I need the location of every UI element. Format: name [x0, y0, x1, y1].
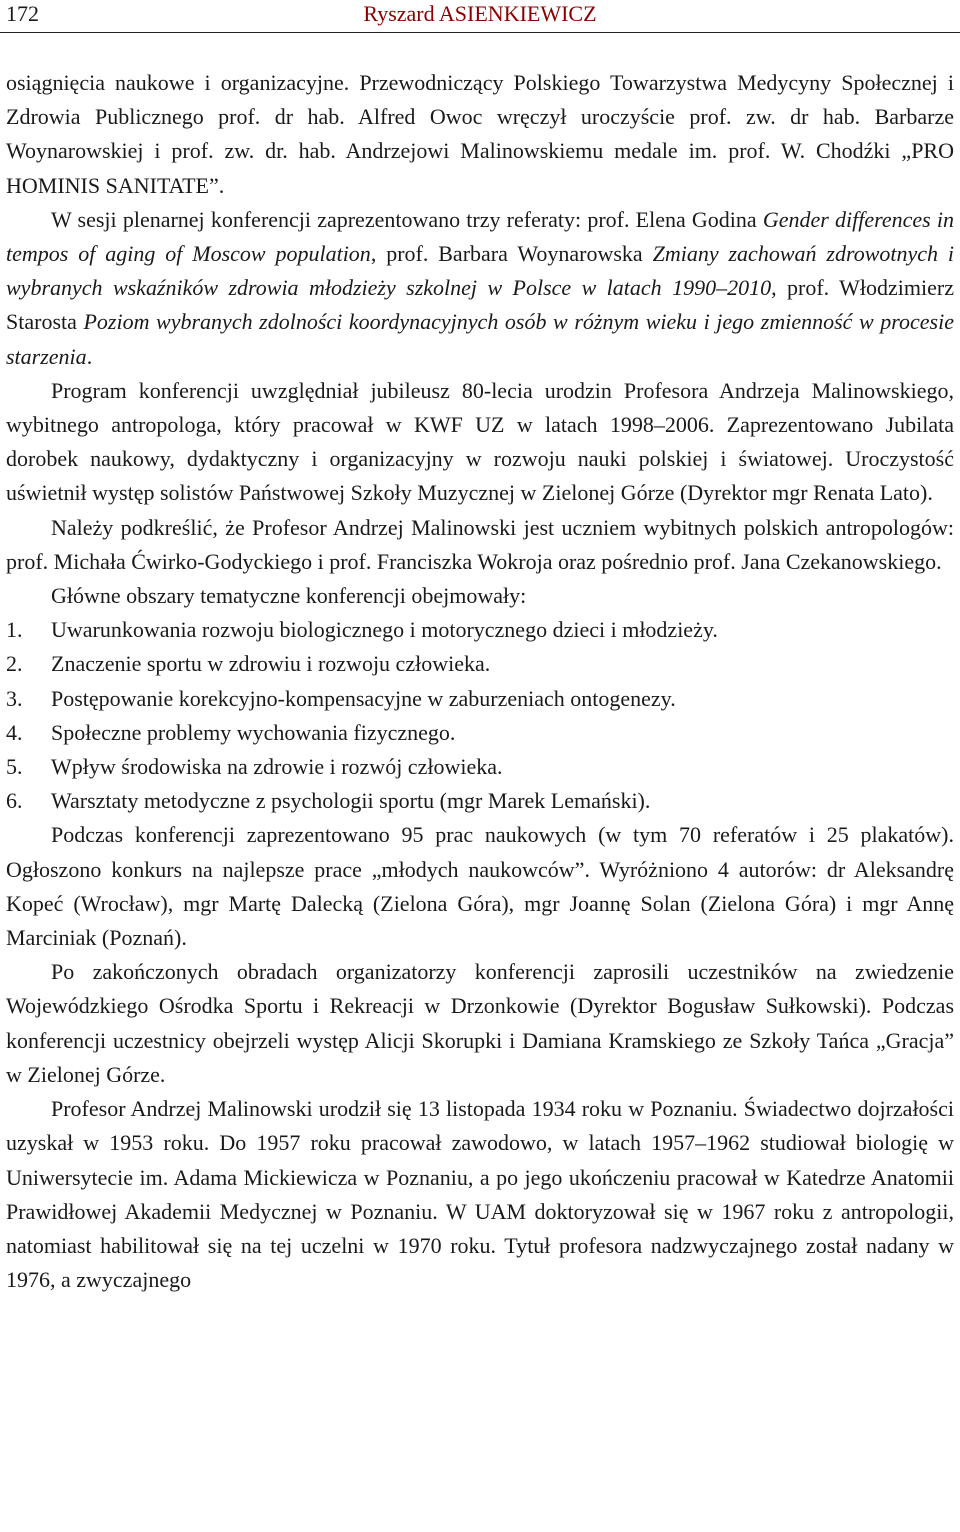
list-item-text: Znaczenie sportu w zdrowiu i rozwoju człowieka.: [51, 651, 491, 677]
list-item-text: Uwarunkowania rozwoju biologicznego i motorycznego dzieci i młodzieży.: [51, 617, 718, 643]
paragraph-mentors: [6, 511, 954, 579]
list-item-text: Postępowanie korekcyjno-kompensacyjne w zaburzeniach ontogenezy.: [51, 685, 676, 711]
paragraph-biography: [6, 1092, 954, 1297]
list-item-number: 6.: [6, 788, 23, 814]
paragraph-papers-contest: [6, 818, 954, 955]
list-item: [6, 682, 954, 716]
header-rule: [0, 32, 960, 33]
topics-list: [6, 613, 954, 818]
paragraph-excursion-text: Po zakończonych obradach organizatorzy konferencji zaprosili uczestników na zwiedzenie Wojewódzkiego Ośrodka Sportu i Rekreacji w Drzonkowie (Dyrektor Bogusław Sułkowski). Podczas konferencji uczestnicy obejrzeli występ Alicji Skorupki i Damiana Kramskiego ze Szkoły Tańca „Gracja” w Zielonej Górze.: [6, 959, 954, 1087]
page-number: 172: [6, 1, 39, 26]
plenary-text-3: , prof. Włodzimierz Starosta: [6, 275, 954, 335]
list-item: [6, 647, 954, 681]
list-item: [6, 750, 954, 784]
list-item-text: Warsztaty metodyczne z psychologii sportu (mgr Marek Lemański).: [51, 788, 651, 814]
lecture-title-godina: Gender differences in tempos of aging of Moscow population: [6, 206, 955, 267]
list-item-number: 5.: [6, 754, 23, 780]
plenary-text-2: , prof. Barbara Woynarowska: [370, 241, 653, 267]
list-item-number: 1.: [6, 617, 23, 643]
list-item-number: 3.: [6, 685, 23, 711]
running-head: Ryszard ASIENKIEWICZ: [363, 1, 597, 26]
lecture-title-starosta: Poziom wybranych zdolności koordynacyjnych osób w różnym wieku i jego zmienność w procesie starzenia: [6, 309, 954, 369]
paragraph-jubilee-text: Program konferencji uwzględniał jubileusz 80-lecia urodzin Profesora Andrzeja Malinowskiego, wybitnego antropologa, który pracował w KWF UZ w latach 1998–2006. Zaprezentowano Jubilata dorobek naukowy, dydaktyczny i organizacyjny w rozwoju nauki polskiej i światowej. Uroczystość uświetnił występ solistów Państwowej Szkoły Muzycznej w Zielonej Górze (Dyrektor mgr Renata Lato).: [6, 377, 954, 506]
lecture-title-woynarowska: Zmiany zachowań zdrowotnych i wybranych wskaźników zdrowia młodzieży szkolnej w Polsce w latach 1990–2010: [6, 241, 955, 301]
paragraph-jubilee: [6, 374, 954, 511]
paragraph-awards: [6, 66, 954, 203]
list-item-number: 4.: [6, 719, 23, 745]
paragraph-papers-contest-text: Podczas konferencji zaprezentowano 95 prac naukowych (w tym 70 referatów i 25 plakatów). Ogłoszono konkurs na najlepsze prace „młodych naukowców”. Wyróżniono 4 autorów: dr Aleksandrę Kopeć (Wrocław), mgr Martę Dalecką (Zielona Góra), mgr Joannę Solan (Zielona Góra) i mgr Annę Marciniak (Poznań).: [6, 822, 954, 951]
paragraph-biography-text: Profesor Andrzej Malinowski urodził się 13 listopada 1934 roku w Poznaniu. Świadectwo dojrzałości uzyskał w 1953 roku. Do 1957 roku pracował zawodowo, w latach 1957–1962 studiował biologię w Uniwersytecie im. Adama Mickiewicza w Poznaniu, a po jego ukończeniu pracował w Katedrze Anatomii Prawidłowej Akademii Medycznej w Poznaniu. W UAM doktoryzował się w 1967 roku z antropologii, natomiast habilitował się na tej uczelni w 1970 roku. Tytuł profesora nadzwyczajnego został nadany w 1976, a zwyczajnego: [6, 1096, 954, 1293]
article-body: [6, 66, 954, 1297]
paragraph-topics-intro: [6, 579, 954, 613]
list-item: [6, 613, 954, 647]
list-item: [6, 716, 954, 750]
paragraph-awards-text: osiągnięcia naukowe i organizacyjne. Przewodniczący Polskiego Towarzystwa Medycyny Społecznej i Zdrowia Publicznego prof. dr hab. Alfred Owoc wręczył uroczyście prof. zw. dr hab. Barbarze Woynarowskiej i prof. zw. dr. hab. Andrzejowi Malinowskiemu medale im. prof. W. Chodźki „PRO HOMINIS SANITATE”.: [6, 70, 954, 198]
plenary-text-4: .: [86, 343, 93, 369]
page-header: [6, 0, 954, 30]
plenary-text-1: W sesji plenarnej konferencji zaprezentowano trzy referaty: prof. Elena Godina: [51, 206, 763, 232]
list-item-text: Społeczne problemy wychowania fizycznego.: [51, 719, 456, 745]
paragraph-mentors-text: Należy podkreślić, że Profesor Andrzej Malinowski jest uczniem wybitnych polskich antropologów: prof. Michała Ćwirko-Godyckiego i prof. Franciszka Wokroja oraz pośrednio prof. Jana Czekanowskiego.: [6, 514, 954, 574]
list-item: [6, 784, 954, 818]
list-item-number: 2.: [6, 651, 23, 677]
paragraph-plenary-session: [6, 203, 954, 374]
paragraph-topics-intro-text: Główne obszary tematyczne konferencji obejmowały:: [51, 583, 527, 609]
list-item-text: Wpływ środowiska na zdrowie i rozwój człowieka.: [51, 754, 503, 780]
paragraph-excursion: [6, 955, 954, 1092]
